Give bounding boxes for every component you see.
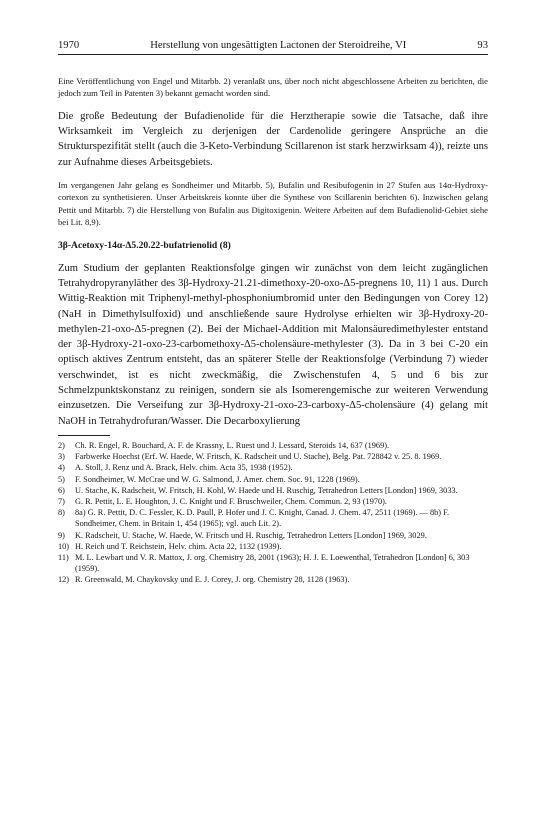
journal-page	[58, 40, 488, 586]
reference-number: 11)	[58, 552, 69, 562]
reference-text: A. Stoll, J. Renz und A. Brack, Helv. chim. Acta 35, 1938 (1952).	[75, 463, 293, 473]
reference-number: 4)	[58, 463, 65, 473]
reference-item	[58, 530, 488, 541]
reference-item	[58, 462, 488, 473]
reference-number: 8)	[58, 508, 65, 518]
reference-text: G. R. Pettit, L. E. Houghton, J. C. Knight und F. Bruschweiler, Chem. Commun. 2, 93 (1970).	[75, 496, 387, 506]
reference-item	[58, 485, 488, 496]
reference-item	[58, 574, 488, 585]
reference-item	[58, 552, 488, 574]
reference-text: Farbwerke Hoechst (Erf. W. Haede, W. Fritsch, K. Radscheit und U. Stache), Belg. Pat. 728842 v. 25. 8. 1969.	[75, 452, 442, 462]
reference-number: 9)	[58, 530, 65, 540]
reference-item	[58, 440, 488, 451]
footnote-divider	[58, 435, 110, 436]
reference-number: 5)	[58, 474, 65, 484]
reference-text: H. Reich und T. Reichstein, Helv. chim. Acta 22, 1132 (1939).	[75, 541, 282, 551]
reference-number: 3)	[58, 452, 65, 462]
reference-number: 2)	[58, 440, 65, 450]
reference-list	[58, 440, 488, 586]
reference-text: K. Radscheit, U. Stache, W. Haede, W. Fritsch und H. Ruschig, Tetrahedron Letters [London] 1969, 3029.	[75, 530, 427, 540]
reference-item	[58, 451, 488, 462]
synthesis-paragraph: Zum Studium der geplanten Reaktionsfolge gingen wir zunächst von dem leicht zugänglichen Tetrahydropyranyläther des 3β-Hydroxy-21.21-dimethoxy-20-oxo-Δ5-pregnens 10, 11) 1 aus. Durch Wittig-Reaktion mit Triphenyl-methyl-phosphoniumbromid unter den Bedingungen von Corey 12) (NaH in Dimethylsulfoxid) und anschließende saure Hydrolyse erhielten wir 3β-Hydroxy-20-methylen-21-oxo-Δ5-pregnen (2). Bei der Michael-Addition mit Malonsäuredimethylester entstand der 3β-Hydroxy-21-oxo-23-carbomethoxy-Δ5-cholensäure-methylester (3). Da in 3 bei C-20 ein optisch aktives Zentrum entsteht, das an späterer Stelle der Reaktionsfolge (Verbindung 7) wieder verschwindet, ist es nicht zweckmäßig, die Zwischenstufen 4, 5 und 6 bis zur Schmelzpunktskonstanz zu reinigen, sondern sie als Isomerengemische zur weiteren Verwendung einzusetzen. Die Verseifung zur 3β-Hydroxy-21-oxo-23-carboxy-Δ5-cholensäure (4) gelang mit NaOH in Tetrahydrofuran/Wasser. Die Decarboxylierung	[58, 262, 488, 427]
reference-number: 12)	[58, 575, 70, 585]
header-title: Herstellung von ungesättigten Lactonen der Steroidreihe, VI	[150, 40, 407, 51]
reference-number: 7)	[58, 496, 65, 506]
reference-item	[58, 541, 488, 552]
reference-text: U. Stache, K. Radscheit, W. Fritsch, H. Kohl, W. Haede und H. Ruschig, Tetrahedron Letters [London] 1969, 3033.	[75, 485, 458, 495]
reference-item	[58, 507, 488, 529]
reference-item	[58, 474, 488, 485]
running-header	[58, 40, 488, 55]
prior-work-paragraph: Im vergangenen Jahr gelang es Sondheimer und Mitarbb. 5), Bufalin und Resibufogenin in 27 Stufen aus 14α-Hydroxy-cortexon zu synthetisieren. Unser Arbeitskreis konnte über die Synthese von Scillarenin berichten 6). Inzwischen gelang Pettit und Mitarbb. 7) die Herstellung von Bufalin aus Digitoxigenin. Weitere Arbeiten auf dem Bufadienolid-Gebiet siehe bei Lit. 8,9).	[58, 180, 488, 228]
bufadienolide-paragraph: Die große Bedeutung der Bufadienolide für die Herztherapie sowie die Tatsache, daß ihre Wirksamkeit im Vergleich zu derjenigen der Cardenolide geringere Ansprüche an die Strukturspezifität stellt (auch die 3-Keto-Verbindung Scillarenon ist stark herzwirksam 4)), reizte uns zur Aufnahme dieses Arbeitsgebiets.	[58, 110, 488, 168]
reference-text: F. Sondheimer, W. McCrae und W. G. Salmond, J. Amer. chem. Soc. 91, 1228 (1969).	[75, 474, 360, 484]
header-year: 1970	[58, 40, 80, 51]
intro-paragraph: Eine Veröffentlichung von Engel und Mitarbb. 2) veranlaßt uns, über noch nicht abgeschlossene Arbeiten zu berichten, die jedoch zum Teil in Patenten 3) bekannt gemacht worden sind.	[58, 76, 488, 99]
reference-item	[58, 496, 488, 507]
reference-text: Ch. R. Engel, R. Bouchard, A. F. de Krassny, L. Ruest und J. Lessard, Steroids 14, 637 (1969).	[75, 440, 390, 450]
reference-text: 8a) G. R. Pettit, D. C. Fessler, K. D. Paull, P. Hofer und J. C. Knight, Canad. J. Chem. 47, 2511 (1969). — 8b) F. Sondheimer, Chem. in Britain 1, 454 (1965); vgl. auch Lit. 2).	[75, 508, 450, 529]
reference-text: M. L. Lewbart und V. R. Mattox, J. org. Chemistry 28, 2001 (1963); H. J. E. Loewenthal, Tetrahedron [London] 6, 303 (1959).	[75, 552, 470, 574]
reference-number: 6)	[58, 485, 65, 495]
reference-text: R. Greenwald, M. Chaykovsky und E. J. Corey, J. org. Chemistry 28, 1128 (1963).	[75, 575, 350, 585]
reference-number: 10)	[58, 541, 70, 551]
header-page-number: 93	[477, 40, 488, 51]
section-heading: 3β-Acetoxy-14α-Δ5.20.22-bufatrienolid (8)	[58, 239, 231, 251]
